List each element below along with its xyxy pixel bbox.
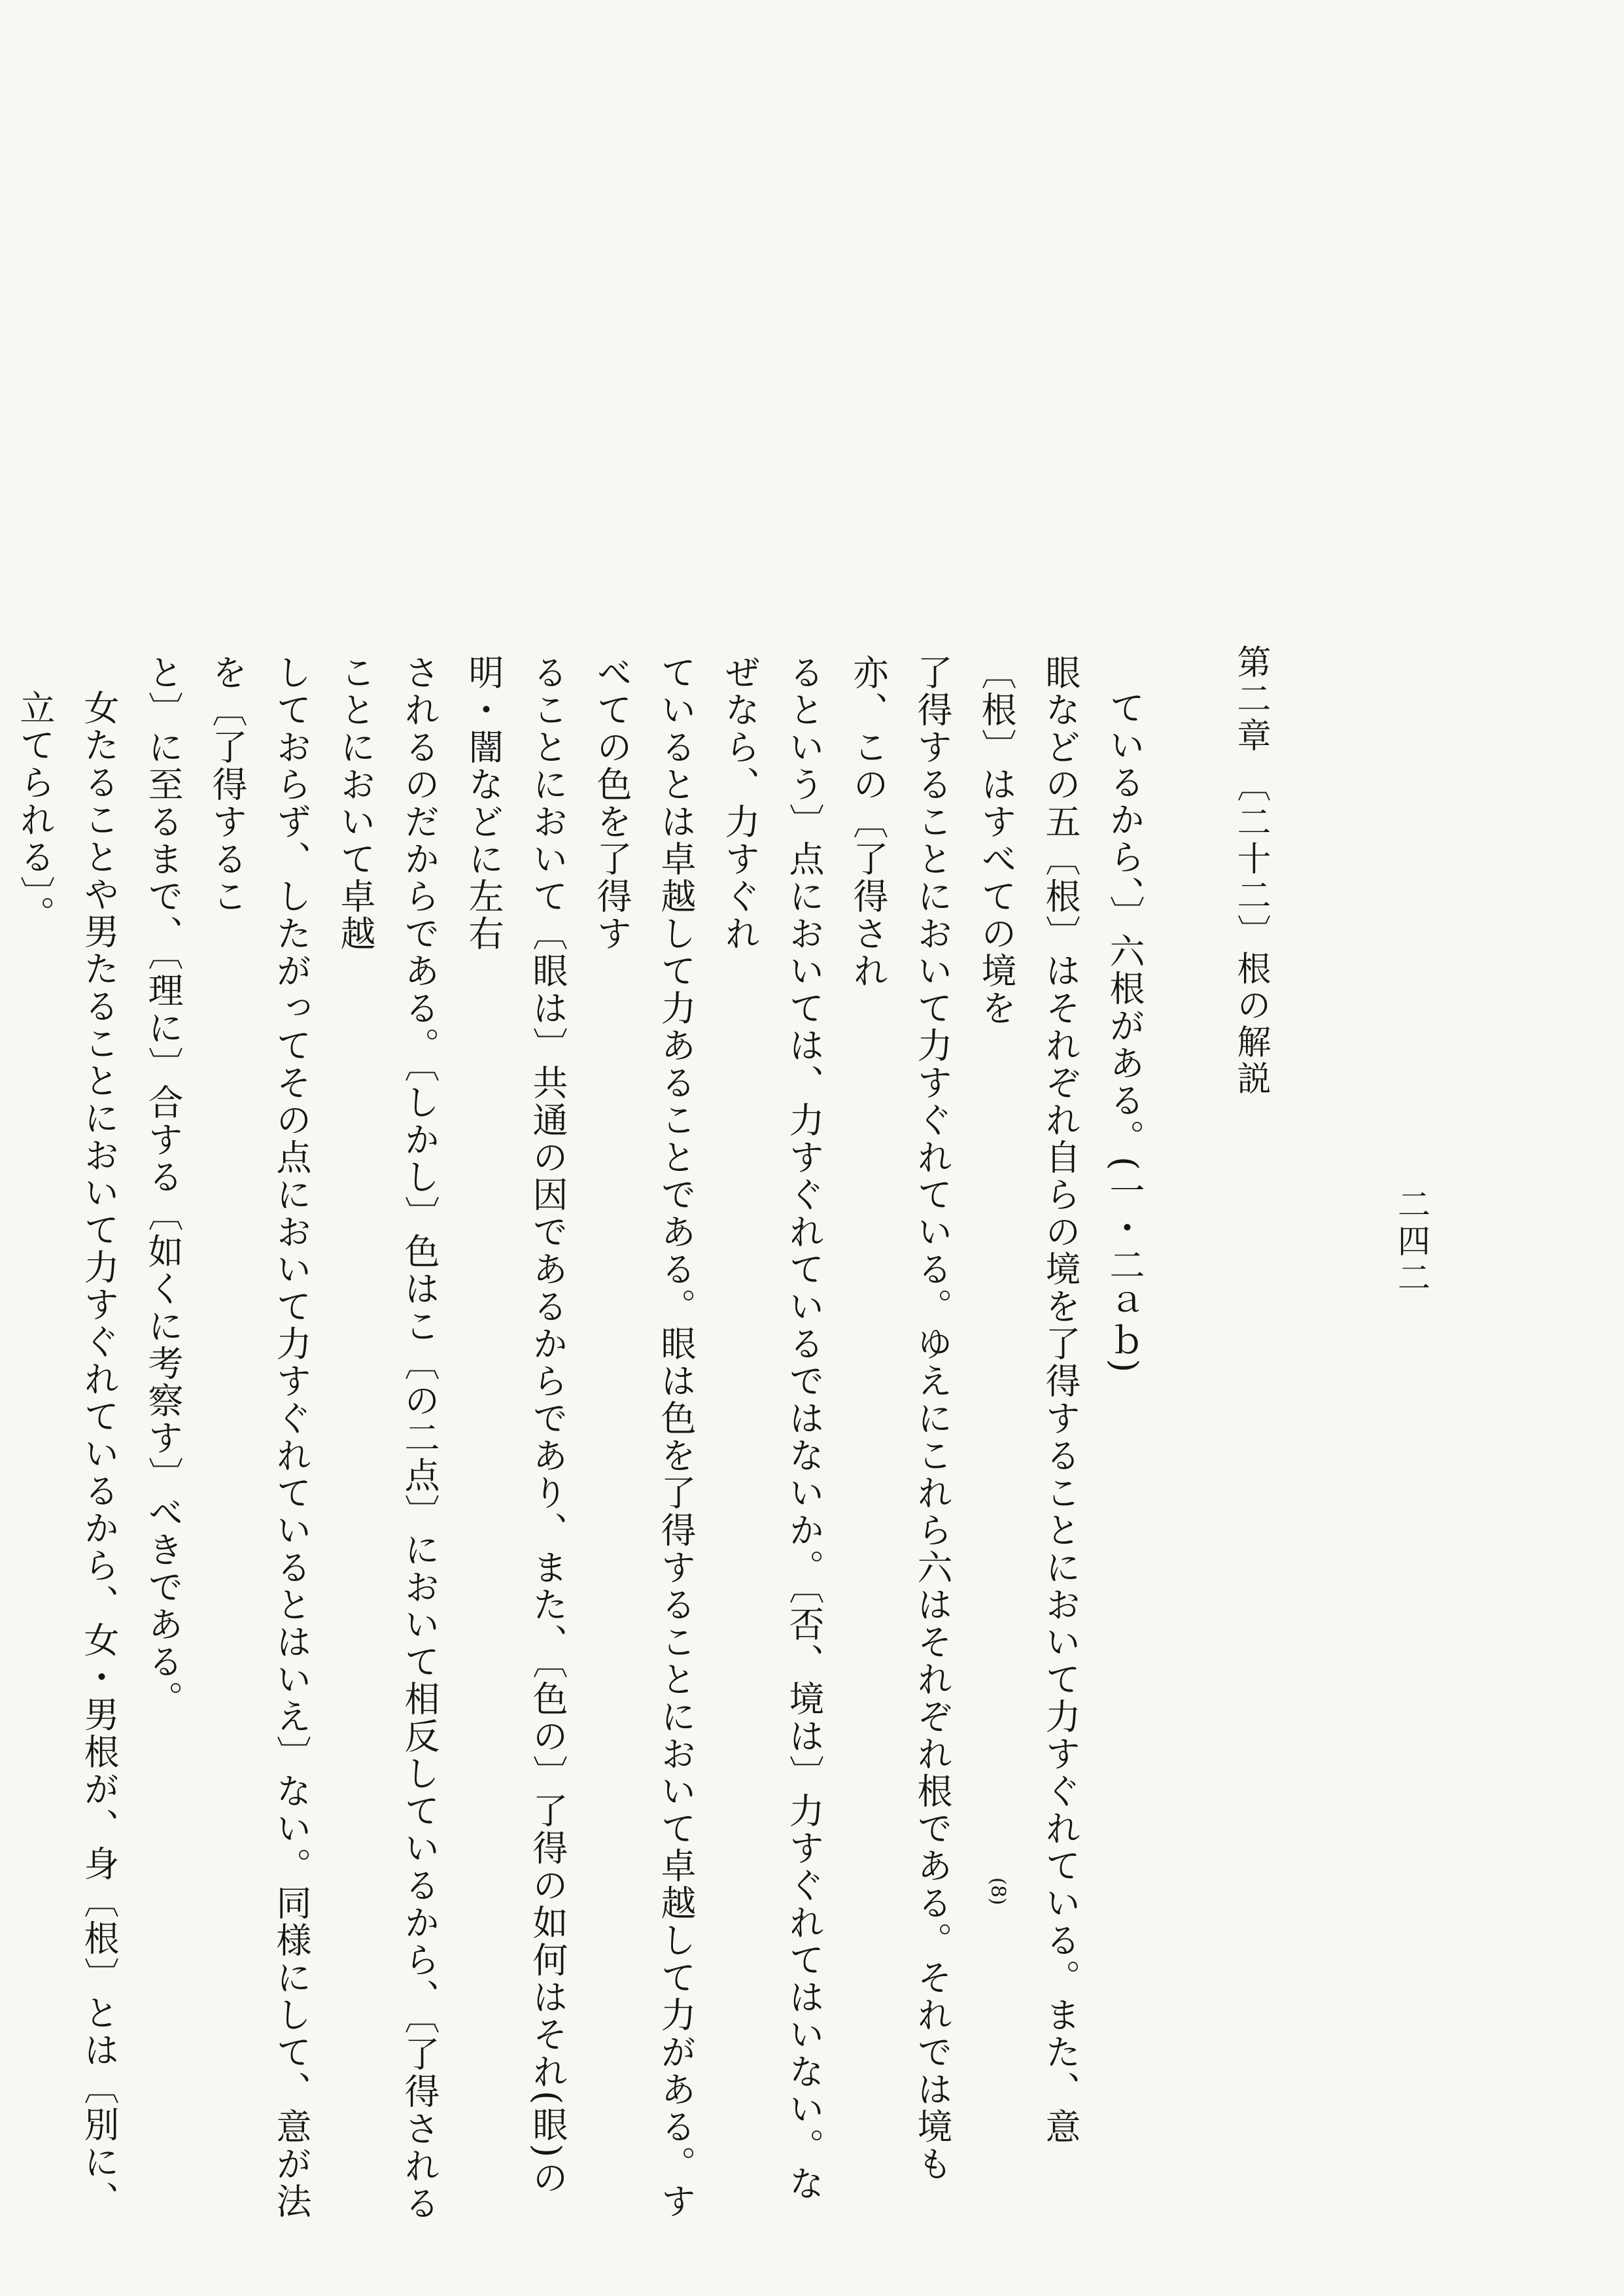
text-line-2: 眼などの五〔根〕はそれぞれ自らの境を了得することにおいて力すぐれている。また、意〔根〕はすべての境を — [976, 654, 1081, 2146]
text-line-10: 女たることや男たることにおいて力すぐれているから、女・男根が、身〔根〕とは〔別に、立てられる〕。 — [14, 689, 120, 2218]
text-line-9: と〕に至るまで、〔理に〕合する〔如くに考察す〕べきである。 — [143, 654, 184, 1718]
note-mark: (8) — [986, 1877, 1009, 1905]
page-number: 二四二 — [1392, 1187, 1430, 1297]
running-head: 第二章 〔二十二〕根の解説 — [1231, 644, 1270, 1098]
text-line-3: 了得することにおいて力すぐれている。ゆえにこれら六はそれぞれ根である。それでは境も亦、この〔了得され — [848, 654, 953, 2183]
text-line-7: されるのだからである。〔しかし〕色はこ〔の二点〕において相反しているから、〔了得されることにおいて卓越 — [335, 654, 440, 2222]
text-line-1: ているから、〕六根がある。(一・二ａｂ) — [1104, 689, 1145, 1375]
text-line-6: ることにおいて〔眼は〕共通の因であるからであり、また、〔色の〕了得の如何はそれ(眼)の明・闇などに左右 — [463, 654, 568, 2197]
text-line-8: しておらず、したがってその点において力すぐれているとはいえ〕ない。同様にして、意が法を〔了得するこ — [207, 654, 312, 2220]
text-line-5: ているとは卓越して力あることである。眼は色を了得することにおいて卓越して力がある。すべての色を了得す — [591, 654, 697, 2220]
text-line-4: るという〕点においては、力すぐれているではないか。〔否、境は〕力すぐれてはいない。なぜなら、力すぐれ — [719, 654, 825, 2202]
body-text — [14, 654, 1156, 2224]
text-line-11 — [0, 654, 3, 2224]
